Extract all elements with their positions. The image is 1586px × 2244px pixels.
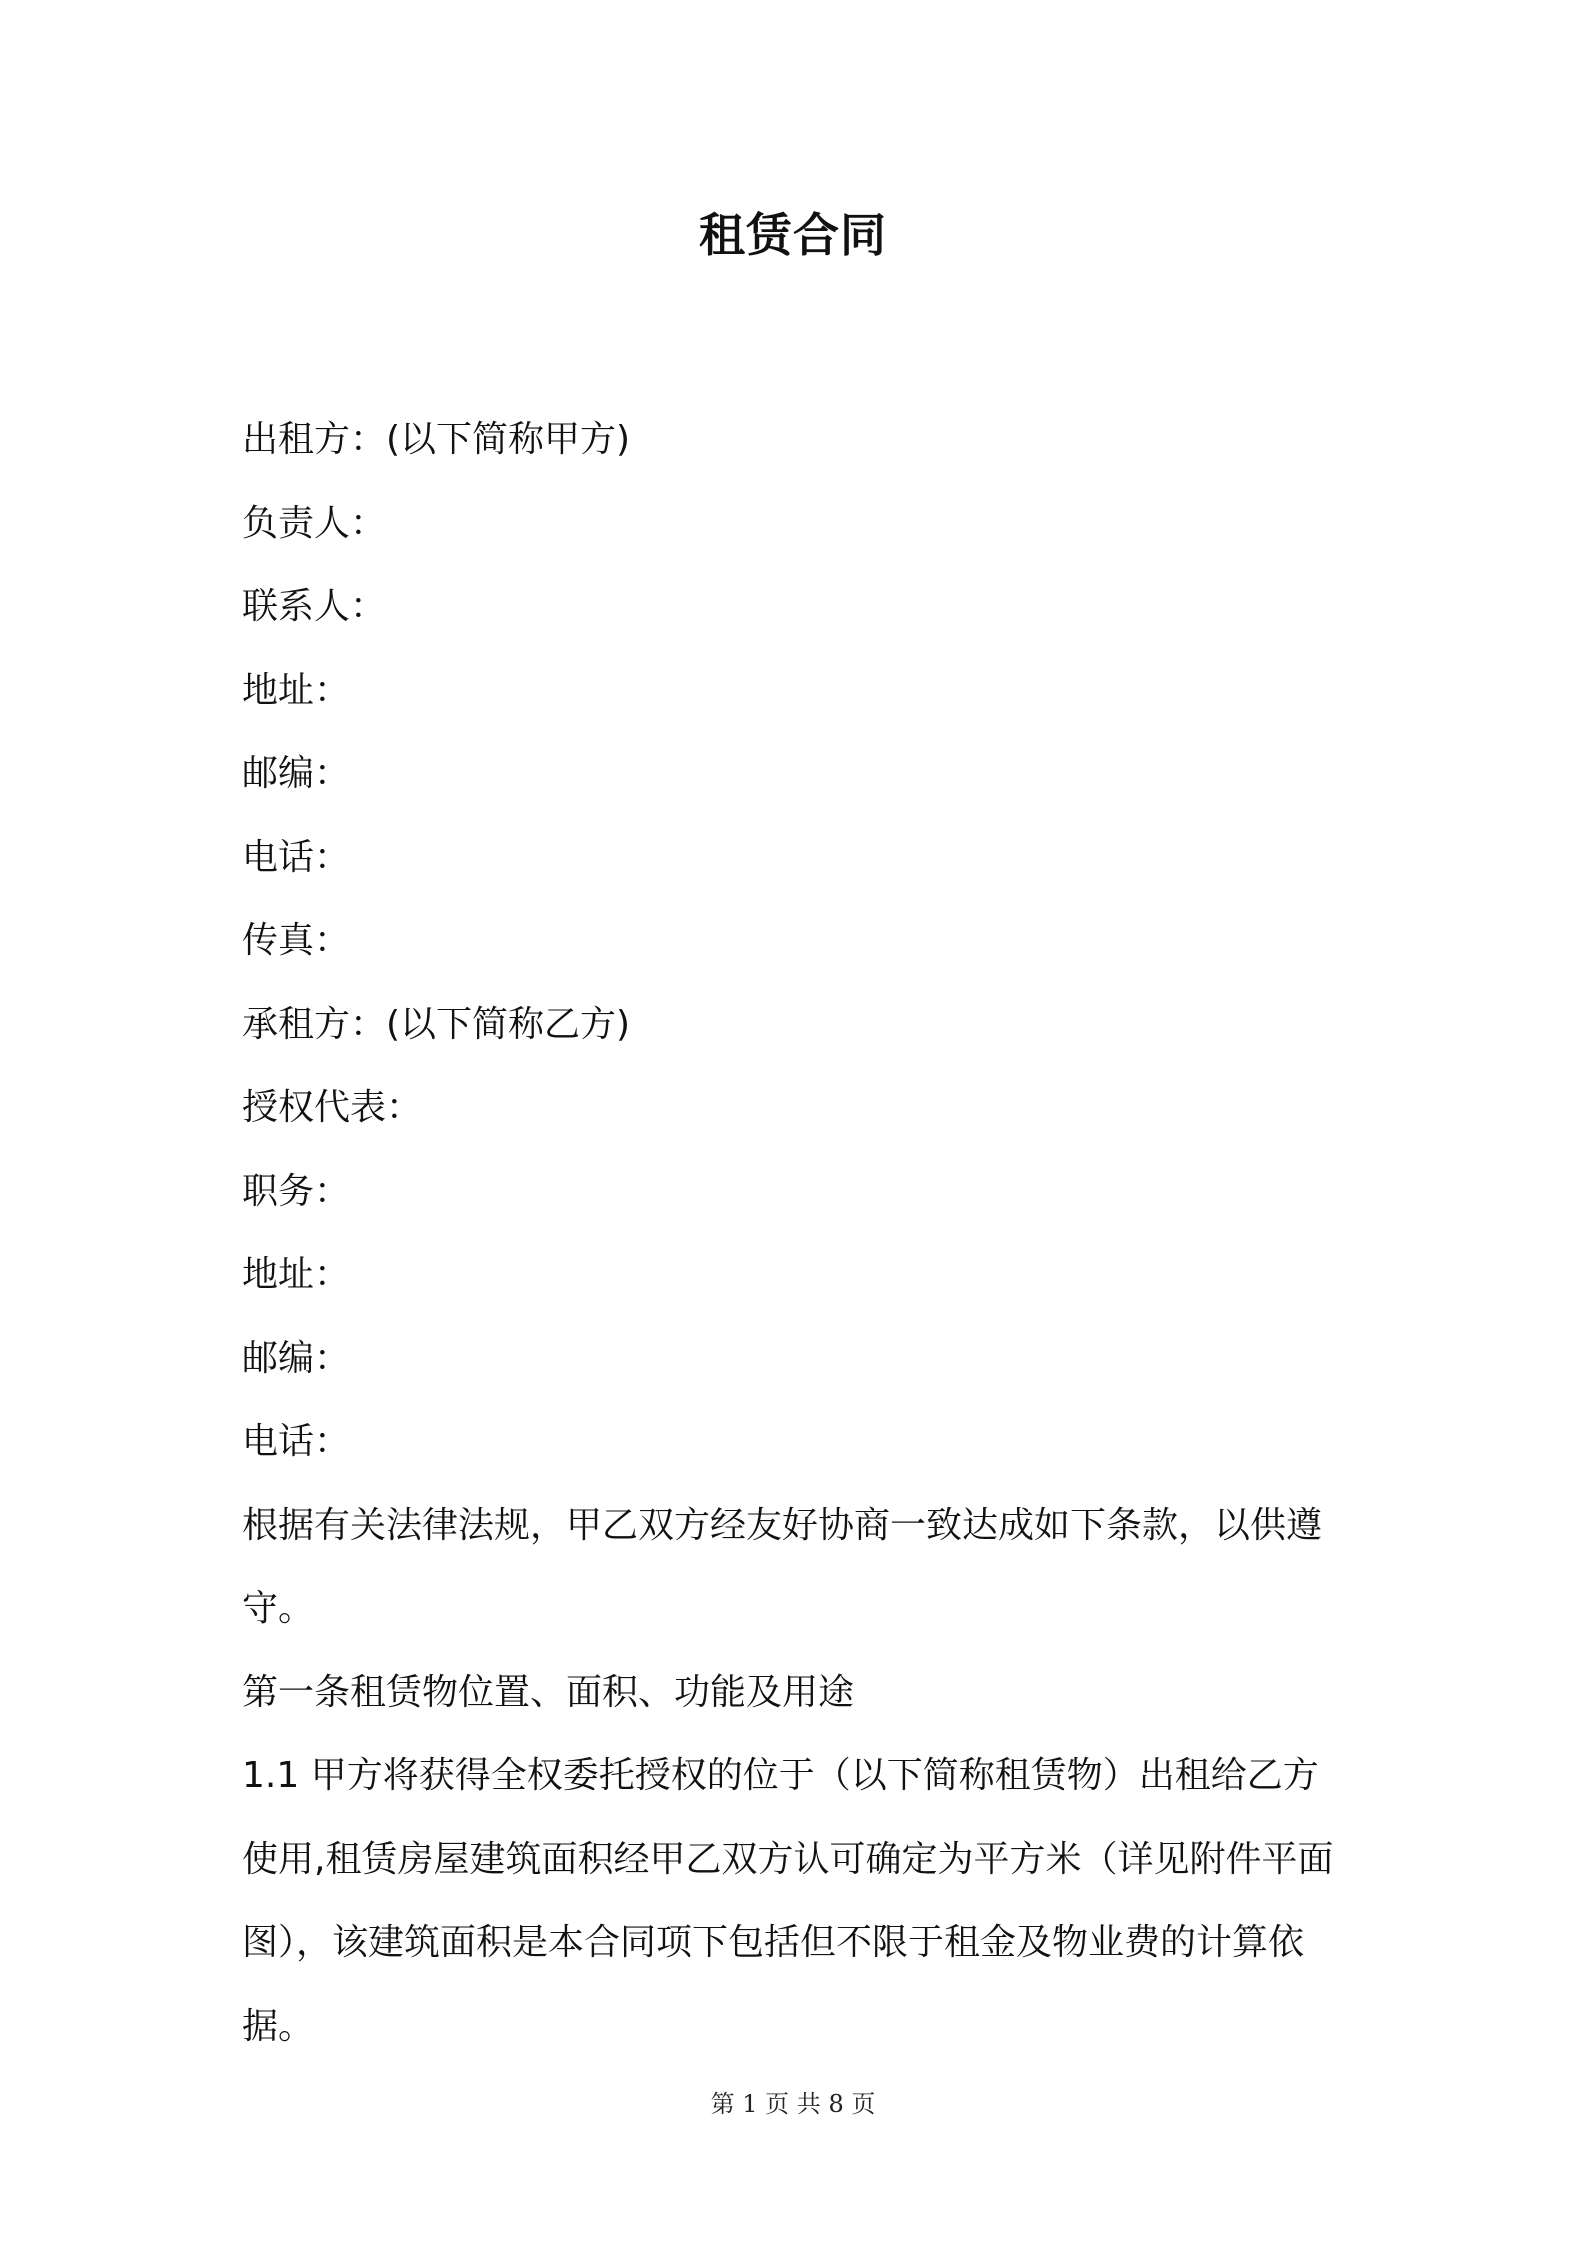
- page-number-footer: 第 1 页 共 8 页: [710, 2090, 876, 2118]
- lessor-contact-line: 联系人：: [242, 586, 387, 627]
- preamble-paragraph: 根据有关法律法规，甲乙双方经友好协商一致达成如下条款，以供遵守。: [242, 1504, 1323, 1629]
- lessee-address-line: 地址：: [242, 1254, 351, 1295]
- lessor-postcode-line: 邮编：: [242, 753, 351, 794]
- lessor-line: 出租方：(以下简称甲方): [242, 419, 631, 460]
- lessee-representative-line: 授权代表：: [242, 1087, 423, 1128]
- clause-1-1-paragraph: 1.1 甲方将获得全权委托授权的位于（以下简称租赁物）出租给乙方使用,租赁房屋建筑面积经甲乙双方认可确定为平方米（详见附件平面图），该建筑面积是本合同项下包括但不限于租金及物业费的计算依据。: [242, 1755, 1334, 2047]
- article-1-heading: 第一条租赁物位置、面积、功能及用途: [242, 1671, 855, 1713]
- lessor-responsible-line: 负责人：: [242, 502, 387, 544]
- lessor-phone-line: 电话：: [242, 836, 351, 878]
- lessor-fax-line: 传真：: [242, 920, 351, 961]
- lessee-line: 承租方：(以下简称乙方): [242, 1003, 631, 1045]
- lessee-postcode-line: 邮编：: [242, 1337, 351, 1379]
- document-title: 租赁合同: [699, 208, 887, 262]
- contract-body: [242, 398, 1352, 2068]
- lessee-phone-line: 电话：: [242, 1421, 351, 1462]
- lessor-address-line: 地址：: [242, 669, 351, 711]
- lessee-position-line: 职务：: [242, 1170, 351, 1212]
